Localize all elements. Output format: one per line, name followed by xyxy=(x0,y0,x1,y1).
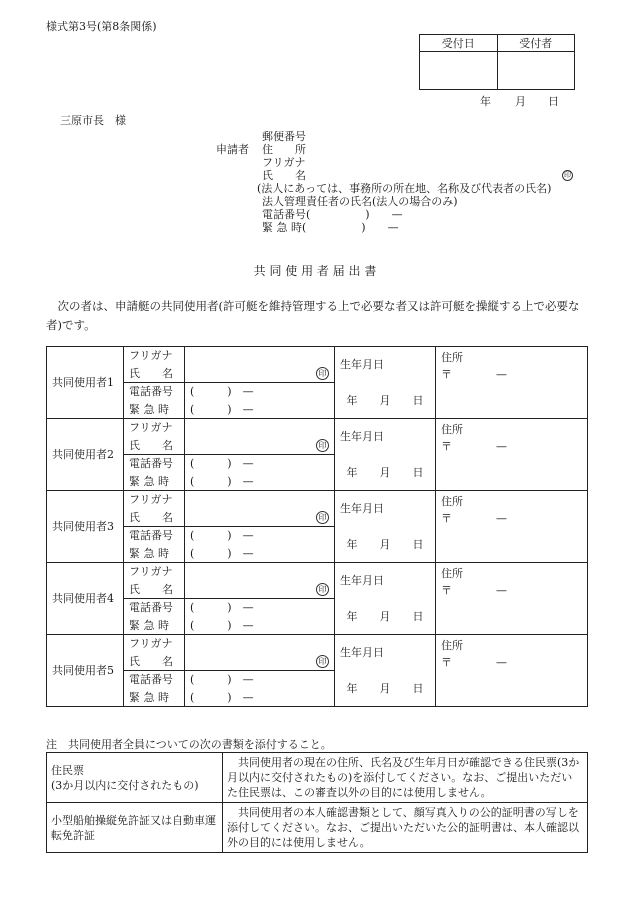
birth-date-label: 生年月日 xyxy=(335,419,436,455)
applicant-furigana-label: フリガナ xyxy=(262,156,306,169)
birth-date-label: 生年月日 xyxy=(335,635,436,671)
postal-code: 〒 — xyxy=(441,656,507,669)
phone-label: 電話番号 xyxy=(124,527,185,545)
address-field[interactable] xyxy=(436,347,588,419)
address-label: 住所 xyxy=(441,639,463,652)
form-title: 共 同 使 用 者 届 出 書 xyxy=(253,264,377,278)
reception-date-field[interactable] xyxy=(420,52,498,90)
phone-field[interactable]: ( ) — xyxy=(185,383,335,401)
name-field[interactable] xyxy=(185,635,335,671)
note-document-name: 住民票 xyxy=(51,763,84,777)
emergency-field[interactable]: ( ) — xyxy=(185,473,335,491)
note-header: 注 共同使用者全員についての次の書類を添付すること。 xyxy=(46,738,332,751)
addressee: 三原市長 様 xyxy=(60,114,126,127)
seal-icon: 印 xyxy=(316,367,329,380)
phone-field[interactable]: ( ) — xyxy=(185,527,335,545)
name-label: 氏 名 xyxy=(124,653,185,671)
emergency-field[interactable]: ( ) — xyxy=(185,617,335,635)
seal-icon: 印 xyxy=(316,439,329,452)
co-user-row xyxy=(47,491,588,509)
co-user-row xyxy=(47,347,588,365)
note-document-sub: (3か月以内に交付されたもの) xyxy=(51,778,199,792)
address-label: 住所 xyxy=(441,495,463,508)
furigana-label: フリガナ xyxy=(124,635,185,653)
note-document-2 xyxy=(47,803,223,853)
address-field[interactable] xyxy=(436,419,588,491)
birth-date-field[interactable]: 年 月 日 xyxy=(335,599,436,635)
address-field[interactable] xyxy=(436,491,588,563)
applicant-address-label: 住 所 xyxy=(262,143,306,156)
birth-date-field[interactable]: 年 月 日 xyxy=(335,383,436,419)
emergency-label: 緊 急 時 xyxy=(124,545,185,563)
birth-date-field[interactable]: 年 月 日 xyxy=(335,527,436,563)
co-user-row xyxy=(47,563,588,581)
note-document-1 xyxy=(47,753,223,803)
applicant-corporate-note: (法人にあっては、事務所の所在地、名称及び代表者の氏名) xyxy=(257,182,552,195)
postal-code: 〒 — xyxy=(441,368,507,381)
co-user-label: 共同使用者1 xyxy=(47,347,124,419)
note-description-1: 共同使用者の現在の住所、氏名及び生年月日が確認できる住民票(3か月以内に交付されたもの)を添付してください。なお、ご提出いただいた住民票は、この審査以外の目的には使用しません。 xyxy=(223,753,588,803)
postal-code: 〒 — xyxy=(441,584,507,597)
address-label: 住所 xyxy=(441,567,463,580)
date-day-label: 日 xyxy=(548,95,559,108)
phone-label: 電話番号 xyxy=(124,383,185,401)
co-user-label: 共同使用者5 xyxy=(47,635,124,707)
name-label: 氏 名 xyxy=(124,509,185,527)
birth-date-label: 生年月日 xyxy=(335,491,436,527)
seal-icon: 印 xyxy=(316,511,329,524)
date-year-label: 年 xyxy=(480,95,491,108)
date-month-label: 月 xyxy=(515,95,526,108)
applicant-seal-icon: 印 xyxy=(564,171,571,179)
form-number: 様式第3号(第8条関係) xyxy=(46,20,157,33)
phone-field[interactable]: ( ) — xyxy=(185,671,335,689)
applicant-emergency: 緊 急 時( ) — xyxy=(262,221,399,234)
address-label: 住所 xyxy=(441,423,463,436)
birth-date-field[interactable]: 年 月 日 xyxy=(335,455,436,491)
emergency-label: 緊 急 時 xyxy=(124,401,185,419)
emergency-label: 緊 急 時 xyxy=(124,473,185,491)
phone-label: 電話番号 xyxy=(124,455,185,473)
phone-label: 電話番号 xyxy=(124,671,185,689)
furigana-label: フリガナ xyxy=(124,491,185,509)
seal-icon: 印 xyxy=(316,655,329,668)
reception-box xyxy=(419,34,575,90)
emergency-field[interactable]: ( ) — xyxy=(185,689,335,707)
co-user-label: 共同使用者4 xyxy=(47,563,124,635)
applicant-corporate-manager: 法人管理責任者の氏名(法人の場合のみ) xyxy=(262,195,458,208)
intro-text: 次の者は、申請艇の共同使用者(許可艇を維持管理する上で必要な者又は許可艇を操縦する上で必要な者)です。 xyxy=(46,299,580,332)
reception-person-label: 受付者 xyxy=(497,35,575,52)
name-label: 氏 名 xyxy=(124,437,185,455)
reception-date-label: 受付日 xyxy=(420,35,498,52)
reception-person-field[interactable] xyxy=(497,52,575,90)
name-label: 氏 名 xyxy=(124,365,185,383)
address-label: 住所 xyxy=(441,351,463,364)
notes-table xyxy=(46,752,588,853)
phone-label: 電話番号 xyxy=(124,599,185,617)
name-field[interactable] xyxy=(185,419,335,455)
postal-code: 〒 — xyxy=(441,440,507,453)
birth-date-field[interactable]: 年 月 日 xyxy=(335,671,436,707)
note-description-2: 共同使用者の本人確認書類として、顔写真入りの公的証明書の写しを添付してください。なお、ご提出いただいた公的証明書は、本人確認以外の目的には使用しません。 xyxy=(223,803,588,853)
name-field[interactable] xyxy=(185,347,335,383)
postal-code: 〒 — xyxy=(441,512,507,525)
co-user-label: 共同使用者2 xyxy=(47,419,124,491)
address-field[interactable] xyxy=(436,635,588,707)
co-user-row xyxy=(47,635,588,653)
birth-date-label: 生年月日 xyxy=(335,347,436,383)
address-field[interactable] xyxy=(436,563,588,635)
co-user-table xyxy=(46,346,588,707)
emergency-label: 緊 急 時 xyxy=(124,617,185,635)
furigana-label: フリガナ xyxy=(124,563,185,581)
note-document-name: 小型船舶操縦免許証又は自動車運転免許証 xyxy=(51,813,216,842)
name-field[interactable] xyxy=(185,491,335,527)
emergency-label: 緊 急 時 xyxy=(124,689,185,707)
applicant-label: 申請者 xyxy=(216,143,249,156)
seal-icon: 印 xyxy=(316,583,329,596)
co-user-label: 共同使用者3 xyxy=(47,491,124,563)
emergency-field[interactable]: ( ) — xyxy=(185,401,335,419)
name-label: 氏 名 xyxy=(124,581,185,599)
furigana-label: フリガナ xyxy=(124,347,185,365)
applicant-name-label: 氏 名 xyxy=(262,169,306,182)
name-field[interactable] xyxy=(185,563,335,599)
phone-field[interactable]: ( ) — xyxy=(185,455,335,473)
furigana-label: フリガナ xyxy=(124,419,185,437)
birth-date-label: 生年月日 xyxy=(335,563,436,599)
emergency-field[interactable]: ( ) — xyxy=(185,545,335,563)
applicant-postal-label: 郵便番号 xyxy=(262,130,306,143)
co-user-row xyxy=(47,419,588,437)
applicant-phone: 電話番号( ) — xyxy=(262,208,403,221)
phone-field[interactable]: ( ) — xyxy=(185,599,335,617)
